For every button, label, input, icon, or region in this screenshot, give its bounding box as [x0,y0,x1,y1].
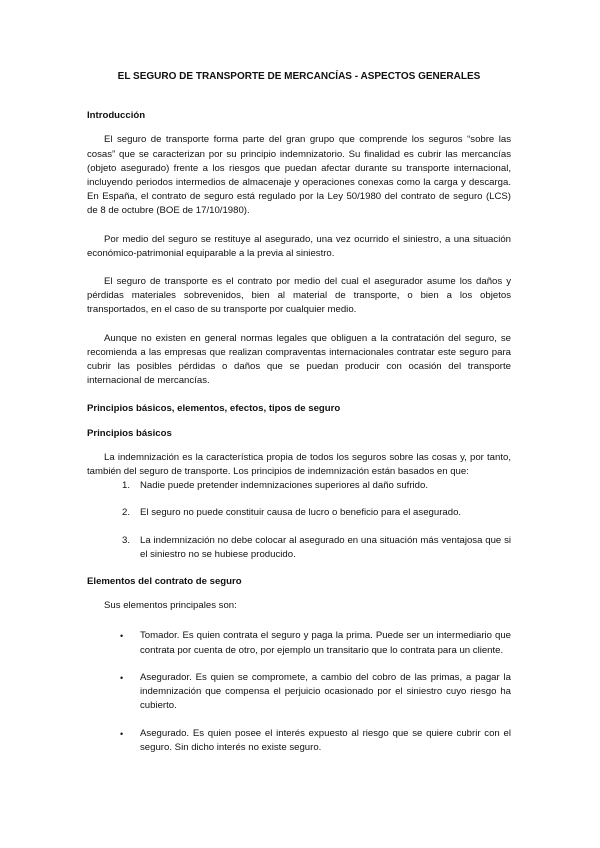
principles-section-heading: Principios básicos, elementos, efectos, tipos de seguro [87,403,341,415]
list-item-text: Tomador. Es quien contrata el seguro y paga la prima. Puede ser un intermediario que contrata por cuenta de otro, por ejemplo un transitario que lo contrata para un cliente. [140,630,511,656]
list-item-text: Asegurado. Es quien posee el interés expuesto al riesgo que se quiere cubrir con el seguro. Sin dicho interés no existe seguro. [140,727,511,753]
list-item [87,671,511,714]
list-item [87,629,511,657]
list-item-text: Asegurador. Es quien se compromete, a cambio del cobro de las primas, a pagar la indemnización que compensa el perjuicio ocasionado por el siniestro cuyo riesgo ha cubierto. [140,671,511,712]
list-item [87,727,511,755]
list-item-text: Nadie puede pretender indemnizaciones superiores al daño sufrido. [140,480,428,492]
elements-heading: Elementos del contrato de seguro [87,576,242,588]
list-item-text: El seguro no puede constituir causa de lucro o beneficio para el asegurado. [140,507,462,519]
intro-paragraph-2: Por medio del seguro se restituye al asegurado, una vez ocurrido el siniestro, a una situación económico-patrimonial equiparable a la previa al siniestro. [87,233,511,259]
list-number: 3. [122,534,131,546]
principles-subheading: Principios básicos [87,427,172,439]
intro-paragraph-4: Aunque no existen en general normas legales que obliguen a la contratación del seguro, se recomienda a las empresas que realizan compraventas internacionales contratar este seguro para cubrir las posibles pérdidas o daños que se puedan producir con ocasión del transporte internacional de mercancías. [87,332,511,387]
list-number: 1. [122,480,131,492]
list-item-text: La indemnización no debe colocar al asegurado en una situación más ventajosa que si el siniestro no se hubiese producido. [140,534,511,560]
elements-list [87,629,511,754]
elements-intro: Sus elementos principales son: [104,600,237,612]
list-item [87,479,511,493]
document-title: EL SEGURO DE TRANSPORTE DE MERCANCÍAS - ASPECTOS GENERALES [117,71,481,82]
intro-paragraph-1: El seguro de transporte forma parte del gran grupo que comprende los seguros “sobre las cosas” que se caracterizan por su principio indemnizatorio. Su finalidad es cubrir las mercancías (objeto asegurado) frente a los riesgos que puedan afectar durante su transporte internacional, incluyendo periodos intermedios de almacenaje y operaciones conexas como la carga y descarga. En España, el contrato de seguro está regulado por la Ley 50/1980 del contrato de seguro (LCS) de 8 de octubre (BOE de 17/10/1980). [87,134,511,217]
list-item [87,506,511,520]
bullet-icon: • [120,728,124,739]
list-number: 2. [122,507,131,519]
bullet-icon: • [120,672,124,683]
principles-list [87,479,511,562]
intro-paragraph-3: El seguro de transporte es el contrato por medio del cual el asegurador asume los daños y pérdidas materiales sobrevenidos, bien al material de transporte, o bien a los objetos transportados, en el caso de su transporte por cualquier medio. [87,276,511,316]
bullet-icon: • [120,631,124,642]
intro-heading: Introducción [87,110,146,122]
principles-intro: La indemnización es la característica propia de todos los seguros sobre las cosas y, por tanto, también del seguro de transporte. Los principios de indemnización están basados en que: [87,451,511,478]
list-item [87,534,511,562]
